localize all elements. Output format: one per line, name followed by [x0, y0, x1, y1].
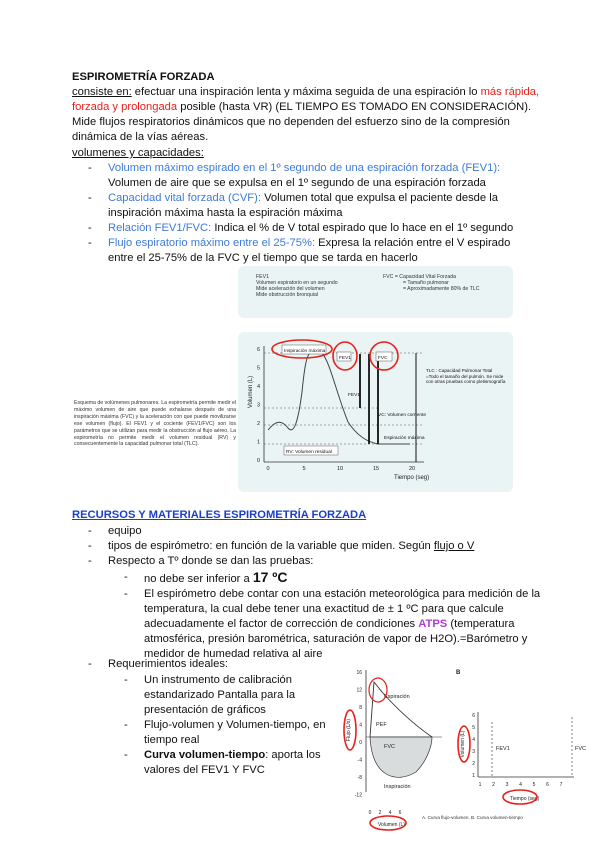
x-axis-label: Tiempo (seg) [394, 475, 430, 481]
tick-label: 2 [492, 782, 495, 788]
list-item: - Flujo-volumen y Volumen-tiempo, en tiempo real [144, 718, 330, 748]
volume-curve [268, 353, 410, 444]
tick-label: 2 [472, 761, 475, 767]
tick-label: 4 [472, 737, 475, 743]
intro-text-2: posible (hasta VR) (EL TIEMPO ES TOMADO EN CONSIDERACIÓN). Mide flujos respiratorios dinámicos que no dependen del esfuerzo sino de la compresión dinámica de la vías aéreas. [72, 101, 532, 143]
volumes-list [108, 161, 528, 266]
tick-label: 1 [472, 773, 475, 779]
tick-label: 0 [359, 740, 362, 746]
figure2-caption: A. Curva flujo-volumen. B. Curva volumen-tiempo [422, 815, 523, 820]
figure1-caption: Esquema de volúmenes pulmonares. La espirometría permite medir el máximo volumen de aire que puede exhalarse después de una inspiración máxima (FVC) y la aceleración con que puede movilizarse ese volumen (flujo). El FEV1 y el cociente (FEV1/FVC) son los parámetros que se utilizan para medir la obstrucción al flujo aéreo. La espirometría no permite medir el volumen residual (RV) y consecuentemente la capacidad pulmonar total (TLC). [74, 400, 236, 448]
tick-label: 0 [256, 458, 260, 464]
tick-label: 3 [472, 749, 475, 755]
y-ticks [257, 347, 260, 464]
flow-volume-chart [338, 662, 454, 832]
tick-label: 4 [359, 722, 362, 729]
fev-label: FEV1 [339, 356, 351, 361]
tick-label: 6 [472, 713, 475, 719]
consiste-label: consiste en: [72, 86, 132, 98]
intro-text-1: efectuar una inspiración lenta y máxima seguida de una espiración lo [131, 86, 481, 98]
tick-label: 3 [256, 402, 260, 409]
list-item: - Curva volumen-tiempo: aporta los valores del FEV1 Y FVC [144, 748, 330, 778]
tick-label: 15 [372, 466, 380, 472]
intro-paragraph [72, 85, 542, 145]
esp-label: Espiración máxima [384, 436, 425, 441]
requerimientos-sublist [144, 673, 330, 778]
tick-label: 16 [356, 670, 362, 676]
tick-label: 0 [368, 810, 372, 816]
tick-label: -12 [354, 792, 362, 799]
item-term: Flujo espiratorio máximo entre el 25-75%: [108, 237, 316, 249]
page-title: ESPIROMETRÍA FORZADA [72, 71, 215, 83]
tick-label: 4 [256, 384, 260, 390]
fvc-label: FVC [575, 746, 586, 752]
tick-label: 0 [266, 466, 270, 472]
list-item [108, 161, 528, 191]
tick-label: 10 [336, 466, 344, 472]
list-item [108, 236, 528, 266]
tick-label: 20 [408, 466, 416, 472]
x-ticks [479, 782, 563, 788]
list-item [108, 221, 528, 236]
tick-label: 6 [256, 347, 260, 353]
item-desc: Indica el % de V total espirado que lo hace en el 1º segundo [211, 222, 514, 234]
section2-title[interactable]: RECURSOS Y MATERIALES ESPIROMETRÍA FORZADA [72, 509, 367, 521]
tlc-label: TLC : Capacidad Pulmonar Total =Todo el tamaño del pulmón. Se mide con otras pruebas como pletismografía [426, 368, 506, 385]
expiration-curve [370, 682, 432, 737]
tick-label: 5 [302, 466, 306, 472]
item-term: Volumen máximo espirado en el 1º segundo de una espiración forzada (FEV1): [108, 162, 501, 174]
x-ticks [266, 466, 415, 472]
tick-label: -4 [357, 757, 362, 764]
volume-time-chart-b [452, 662, 592, 812]
y-ticks [472, 713, 475, 779]
tick-label: 5 [472, 725, 475, 731]
tick-label: 7 [559, 782, 563, 788]
fev-box: FEV1 Volumen espiratorio en un segundo Mide aceleración del volumen Mide obstrucción bronquial [256, 274, 338, 298]
fvc-box: FVC = Capacidad Vital Forzada = Tamaño pulmonar = Aproximadamente 80% de TLC [383, 274, 480, 292]
intro-red-text: más rápida, forzada y prolongada [72, 86, 540, 113]
inspiration-loop [370, 737, 432, 777]
rv-label: RV: Volumen residual [286, 450, 332, 455]
requerimientos-item: - Requerimientos ideales: [108, 657, 228, 672]
fvc-label: FVC [378, 356, 388, 361]
tick-label: 8 [359, 705, 362, 711]
tick-label: 2 [378, 810, 382, 816]
volume-time-chart [238, 332, 513, 492]
x-axis-label: Tiempo (seg) [510, 796, 540, 802]
insp-label: Inspiración máxima [284, 349, 326, 354]
tick-label: 5 [532, 782, 536, 788]
esp-label: Espiración [384, 694, 410, 700]
y-axis-label: Volumen (L) [460, 730, 466, 758]
pef-label: PEF [376, 722, 387, 728]
tick-label: 12 [356, 687, 362, 694]
volumenes-label: volumenes y capacidades: [72, 147, 204, 159]
fev-mid-label: FEV1 [348, 393, 360, 398]
item-desc: Expresa la relación entre el V espirado entre el 25-75% de la FVC y el tiempo que se tarda en hacerlo [108, 237, 511, 264]
tick-label: 2 [256, 421, 260, 427]
tick-label: 6 [546, 782, 549, 788]
tick-label: -8 [357, 775, 362, 781]
vc-label: VC: Volumen corriente [378, 413, 426, 418]
panel-b-label: B [456, 670, 461, 676]
temp-sublist [144, 570, 554, 662]
fev-label: FEV1 [496, 746, 510, 752]
list-item: - Respecto a Tº donde se dan las pruebas: [108, 554, 548, 569]
tick-label: 1 [478, 782, 482, 788]
resources-list [108, 524, 548, 569]
y-axis-label: Volumen (L) [248, 375, 254, 409]
tick-label: 6 [398, 810, 402, 816]
list-item: - no debe ser inferior a 17 ºC [144, 570, 554, 587]
list-item: - equipo [108, 524, 548, 539]
list-item [108, 191, 528, 221]
tick-label: 3 [505, 782, 509, 788]
list-item: - tipos de espirómetro: en función de la variable que miden. Según flujo o V [108, 539, 548, 554]
list-item: - Un instrumento de calibración estandarizado Pantalla para la presentación de gráficos [144, 673, 330, 718]
fvc-label: FVC [384, 744, 395, 750]
item-term: Capacidad vital forzada (CVF): [108, 192, 261, 204]
red-circle-peak [369, 678, 387, 702]
item-desc: Volumen de aire que se expulsa en el 1º segundo de una espiración forzada [108, 177, 486, 189]
y-axis-label: Flujo (L/s) [346, 718, 352, 742]
tick-label: 4 [388, 810, 392, 816]
tick-label: 5 [256, 365, 260, 372]
tick-label: 1 [256, 439, 260, 446]
item-term: Relación FEV1/FVC: [108, 222, 212, 234]
fev-fvc-info-panel [238, 266, 513, 318]
insp-label: Inspiración [384, 784, 411, 790]
item-desc: Volumen total que expulsa el paciente desde la inspiración máxima hasta la espiración máxima [108, 192, 498, 219]
x-axis-label: Volumen (L) [378, 822, 405, 828]
tick-label: 4 [519, 782, 522, 788]
x-ticks [369, 810, 402, 816]
list-item: - El espirómetro debe contar con una estación meteorológica para medición de la temperatura, la cual debe tener una exactitud de ± 1 ºC para que calcule adecuadamente el factor de corrección de condiciones ATPS (temperatura atmosférica, presión barométrica, saturación de vapor de H2O).=Barómetro y medidor de humedad relativa al aire [144, 587, 554, 662]
